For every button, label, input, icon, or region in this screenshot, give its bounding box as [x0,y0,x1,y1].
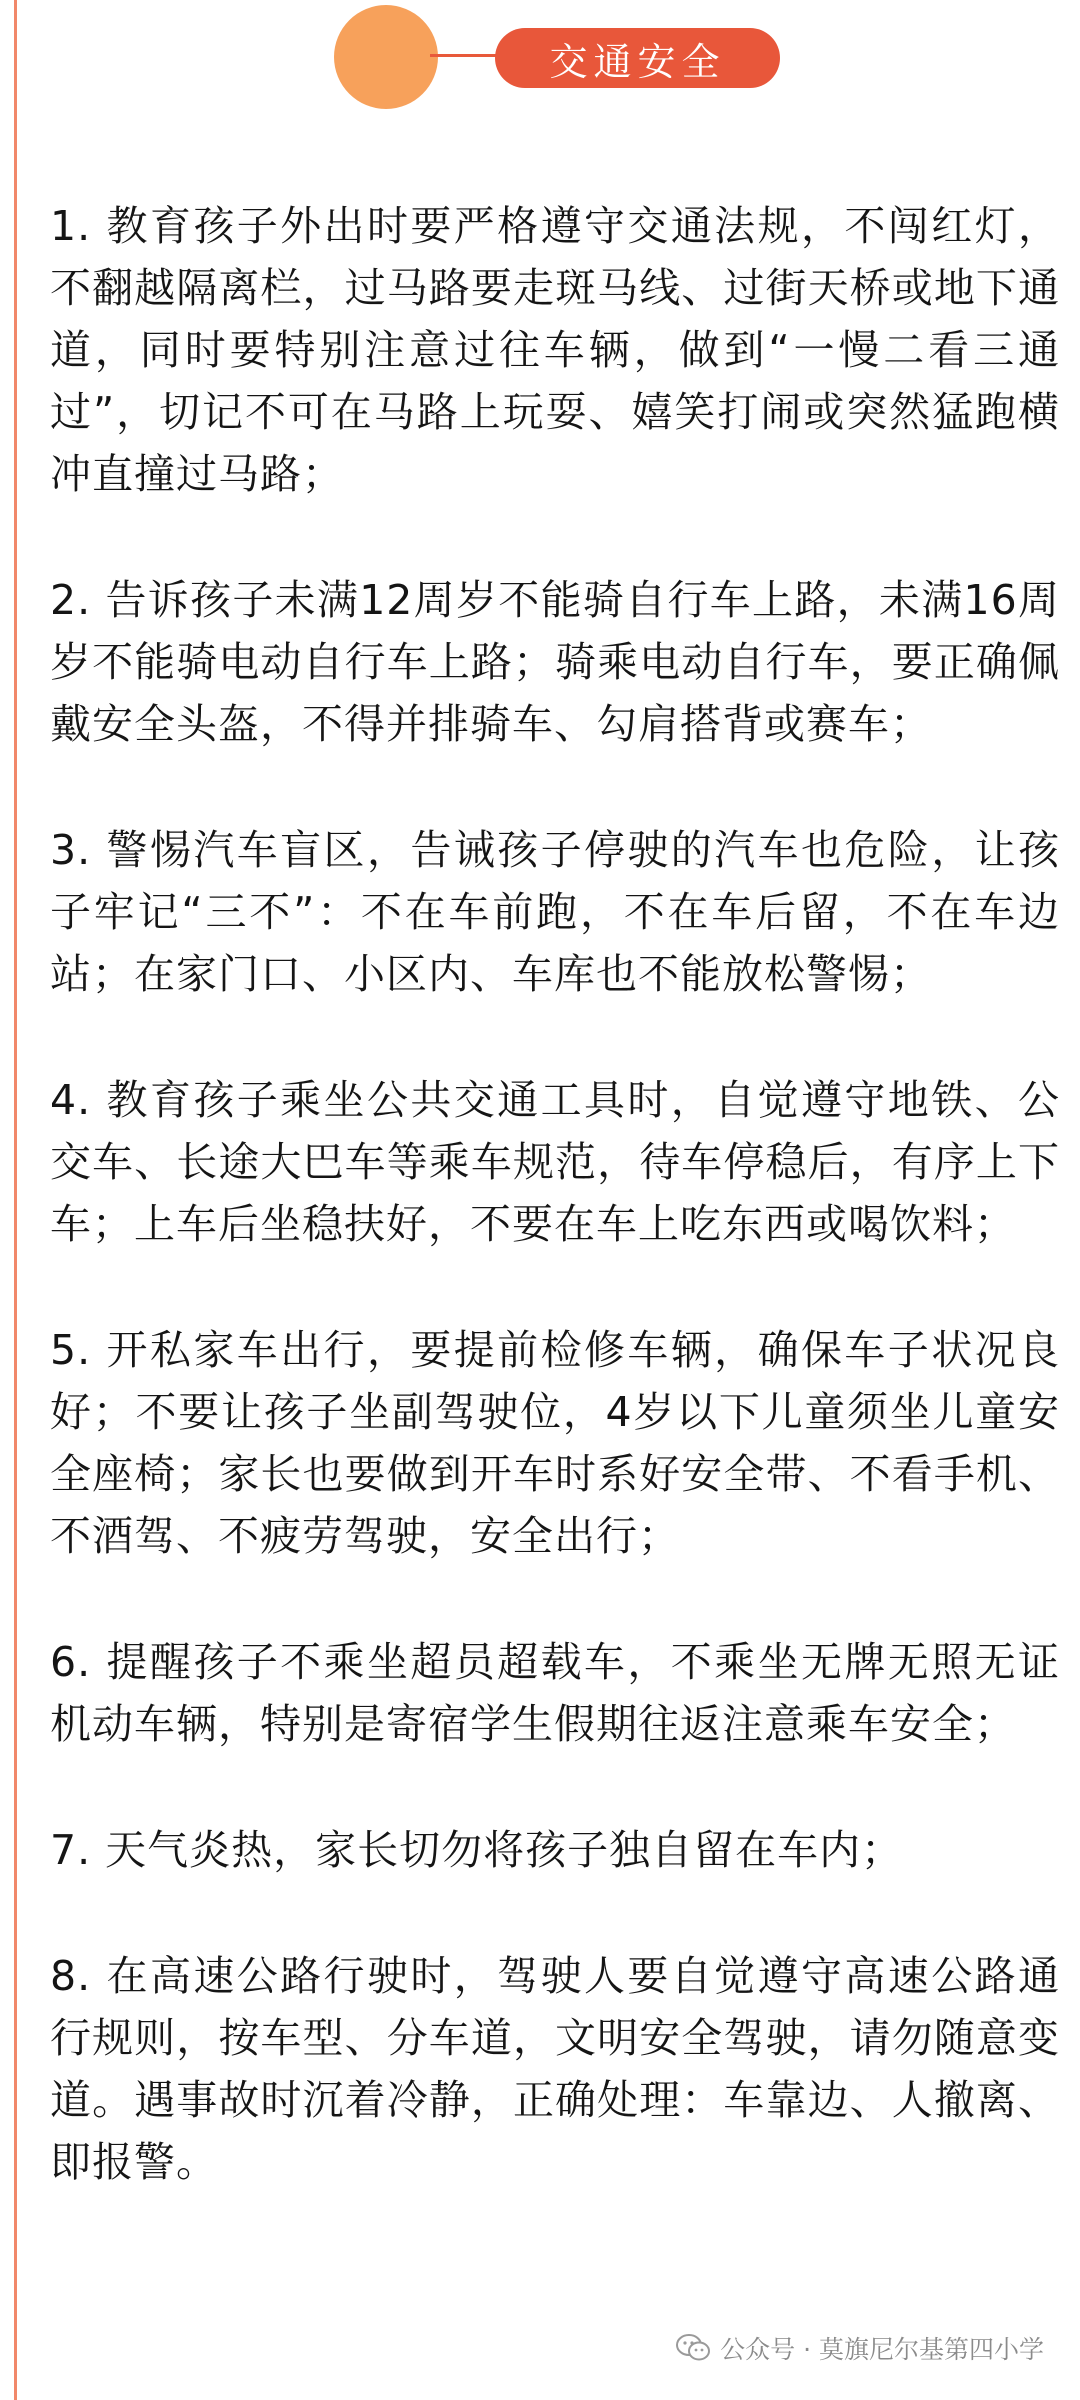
list-item: 6. 提醒孩子不乘坐超员超载车，不乘坐无牌无照无证机动车辆，特别是寄宿学生假期往返注意乘车安全； [50,1638,1060,1748]
list-item: 8. 在高速公路行驶时，驾驶人要自觉遵守高速公路通行规则，按车型、分车道，文明安全驾驶，请勿随意变道。遇事故时沉着冷静，正确处理：车靠边、人撤离、即报警。 [50,1952,1060,2186]
list-item: 7. 天气炎热，家长切勿将孩子独自留在车内； [50,1826,904,1874]
list-item: 1. 教育孩子外出时要严格遵守交通法规，不闯红灯，不翻越隔离栏，过马路要走斑马线、过街天桥或地下通道，同时要特别注意过往车辆，做到“一慢二看三通过”，切记不可在马路上玩耍、嬉笑打闹或突然猛跑横冲直撞过马路； [50,202,1060,498]
watermark-text: 公众号 · 莫旗尼尔基第四小学 [720,2335,1044,2364]
list-item: 3. 警惕汽车盲区，告诫孩子停驶的汽车也危险，让孩子牢记“三不”：不在车前跑，不在车后留，不在车边站；在家门口、小区内、车库也不能放松警惕； [50,826,1060,998]
section-header [0,0,1080,120]
header-connector-line [430,54,500,57]
left-border-rule [14,0,17,2400]
section-title: 交通安全 [549,39,726,84]
article-body [50,195,1060,2257]
account-watermark [676,2330,1044,2366]
list-item: 2. 告诉孩子未满12周岁不能骑自行车上路，未满16周岁不能骑电动自行车上路；骑乘电动自行车，要正确佩戴安全头盔，不得并排骑车、勾肩搭背或赛车； [50,576,1060,748]
wechat-icon [676,2334,710,2362]
header-circle-ornament [334,5,438,109]
list-item: 5. 开私家车出行，要提前检修车辆，确保车子状况良好；不要让孩子坐副驾驶位，4岁以下儿童须坐儿童安全座椅；家长也要做到开车时系好安全带、不看手机、不酒驾、不疲劳驾驶，安全出行； [50,1326,1060,1560]
section-title-badge [495,28,780,88]
list-item: 4. 教育孩子乘坐公共交通工具时，自觉遵守地铁、公交车、长途大巴车等乘车规范，待车停稳后，有序上下车；上车后坐稳扶好，不要在车上吃东西或喝饮料； [50,1076,1060,1248]
